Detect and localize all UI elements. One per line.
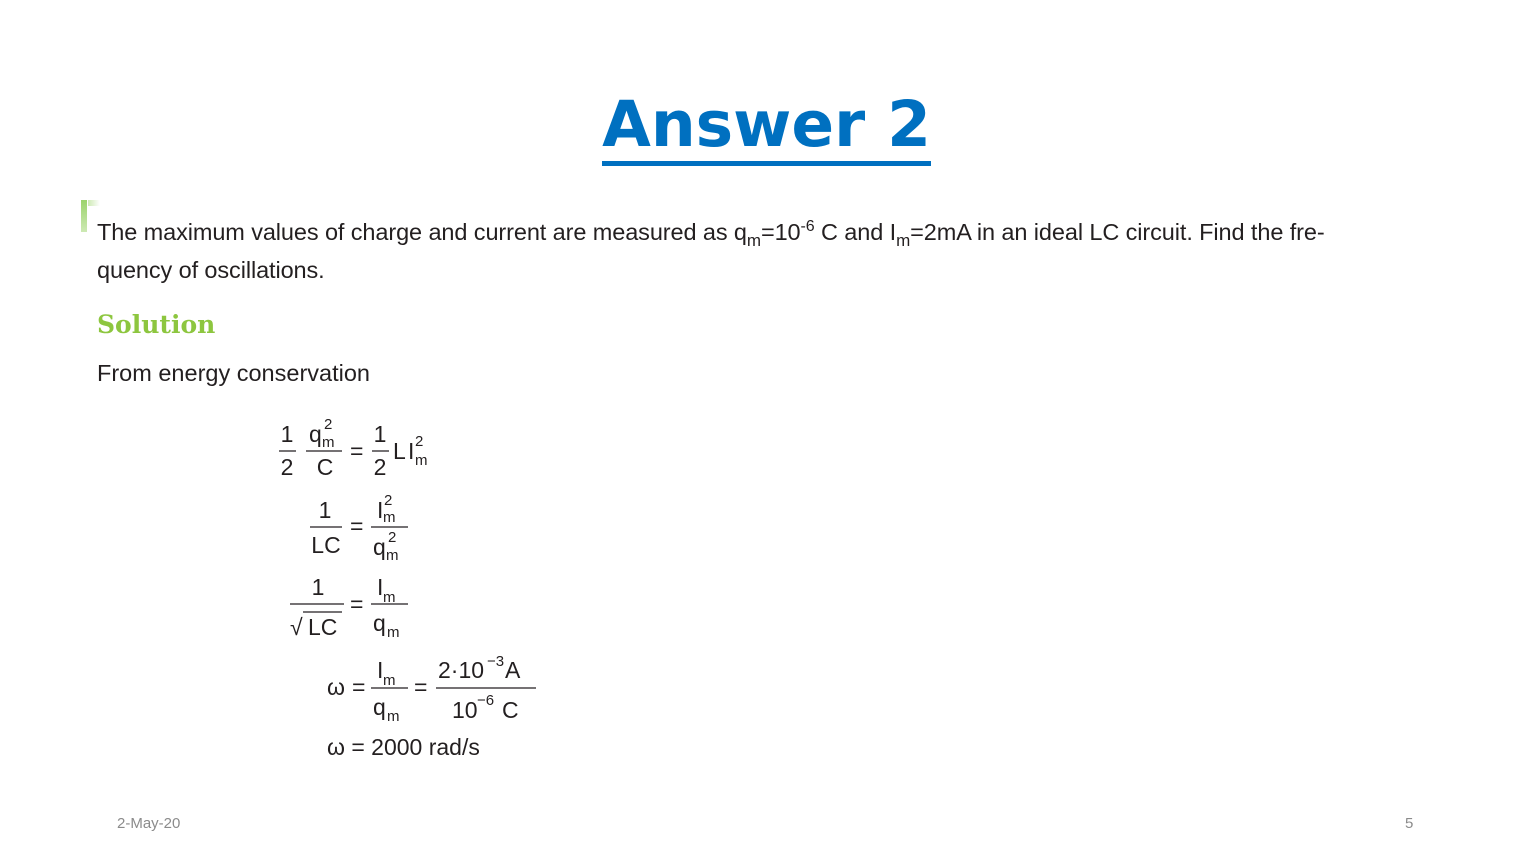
svg-text:m: m: [322, 434, 335, 451]
equation-2: [310, 492, 408, 564]
problem-statement: The maximum values of charge and current are measured as $q_m=10^{-6}$ C and $I_m=2mA$ in an ideal LC circuit. Find the fre- quency of oscillations.: [97, 218, 1325, 283]
slide-title: Answer 2: [0, 82, 1533, 168]
svg-text:10: 10: [452, 697, 478, 723]
svg-text:=: =: [414, 674, 428, 700]
svg-text:√: √: [290, 614, 303, 640]
svg-text:2: 2: [373, 454, 387, 480]
svg-text:=: =: [352, 674, 366, 700]
svg-text:LC: LC: [308, 614, 338, 640]
svg-text:1: 1: [311, 574, 325, 600]
equations: [270, 405, 590, 770]
svg-text:m: m: [383, 589, 396, 606]
svg-text:ω: ω: [327, 674, 345, 700]
svg-text:m: m: [383, 509, 396, 526]
svg-text:=: =: [350, 591, 364, 617]
svg-text:m: m: [415, 452, 428, 469]
svg-text:I: I: [377, 574, 384, 600]
svg-text:q: q: [373, 694, 386, 720]
svg-text:I: I: [377, 657, 384, 683]
svg-text:m: m: [386, 547, 399, 564]
svg-text:=: =: [350, 438, 364, 464]
svg-text:2·10: 2·10: [438, 657, 485, 683]
svg-text:m: m: [383, 672, 396, 689]
svg-text:1: 1: [318, 497, 332, 523]
svg-text:q: q: [309, 421, 322, 447]
svg-text:I: I: [408, 438, 415, 464]
svg-text:−6: −6: [477, 692, 495, 709]
result-equation: ω = 2000 rad/s: [327, 734, 480, 760]
svg-text:1: 1: [373, 421, 387, 447]
svg-text:2: 2: [324, 416, 333, 433]
svg-text:C: C: [502, 697, 519, 723]
slide-number: 5: [1405, 815, 1414, 832]
svg-text:2: 2: [388, 529, 397, 546]
svg-text:L: L: [393, 438, 406, 464]
accent-bar: [81, 200, 87, 232]
svg-text:C: C: [316, 454, 334, 480]
svg-text:A: A: [505, 657, 521, 683]
svg-text:2: 2: [280, 454, 294, 480]
svg-text:1: 1: [280, 421, 294, 447]
solution-intro: From energy conservation: [97, 360, 370, 386]
solution-heading: Solution: [97, 310, 216, 339]
svg-text:2: 2: [384, 492, 393, 509]
svg-text:m: m: [387, 624, 400, 641]
svg-text:−3: −3: [487, 653, 505, 670]
svg-text:2: 2: [415, 433, 424, 450]
svg-text:LC: LC: [311, 532, 341, 558]
svg-text:q: q: [373, 534, 386, 560]
svg-text:=: =: [350, 513, 364, 539]
equation-1: [279, 416, 428, 480]
svg-text:q: q: [373, 610, 386, 636]
svg-text:m: m: [387, 708, 400, 725]
footer-date: 2-May-20: [117, 815, 181, 832]
svg-text:I: I: [377, 497, 384, 523]
accent-bar-top: [88, 200, 100, 206]
equation-3: [290, 574, 408, 641]
equation-4: [327, 653, 536, 725]
